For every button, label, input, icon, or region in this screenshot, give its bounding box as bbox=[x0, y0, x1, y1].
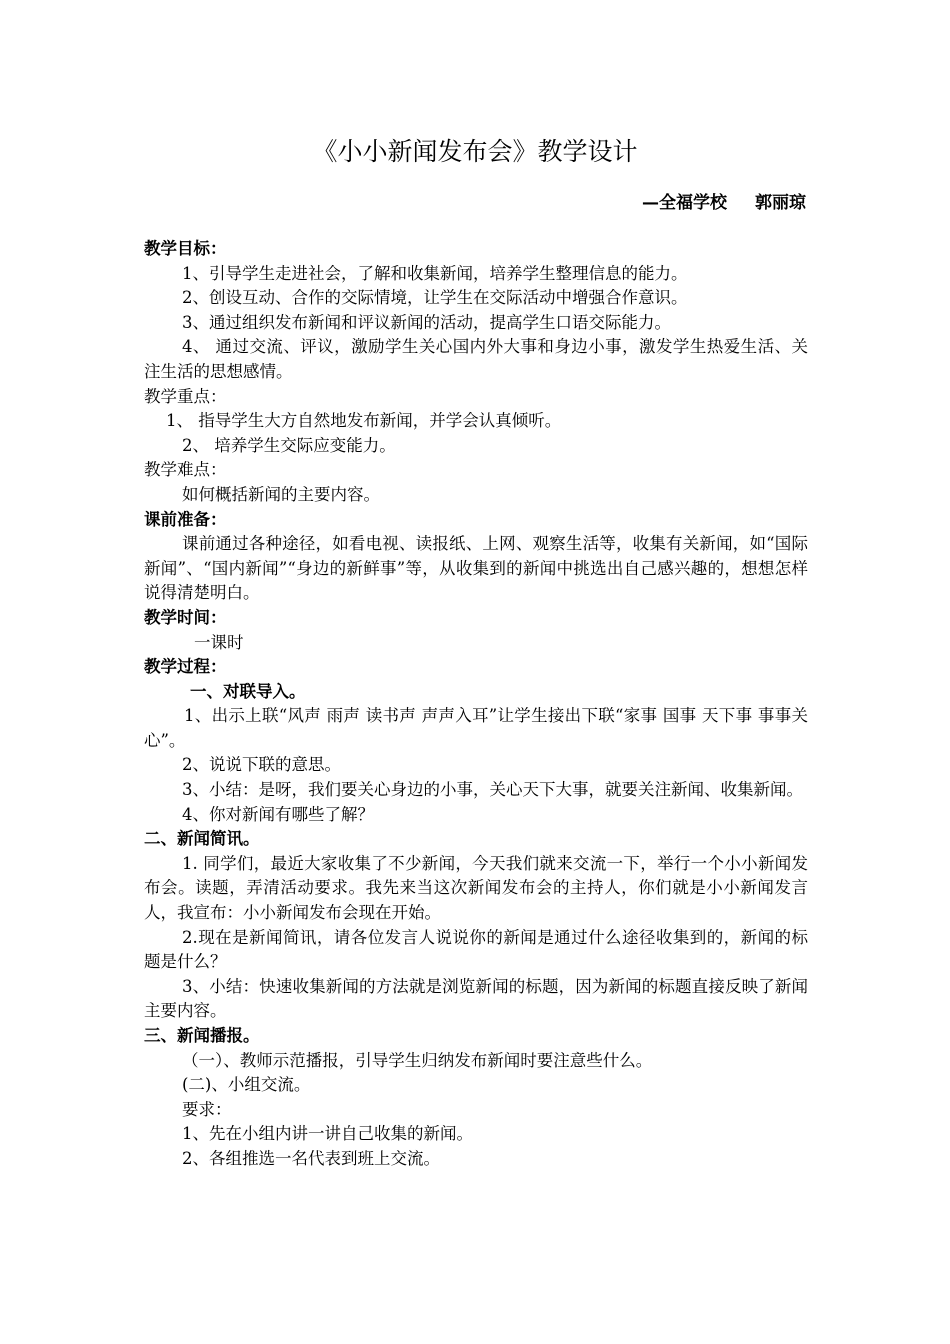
part1-item: 3、小结：是呀，我们要关心身边的小事，关心天下大事，就要关注新闻、收集新闻。 bbox=[182, 780, 803, 800]
process-heading: 教学过程： bbox=[144, 657, 227, 677]
difficulty-text: 如何概括新闻的主要内容。 bbox=[182, 484, 380, 504]
author-name: 郭丽琼 bbox=[755, 193, 806, 213]
goal-item: 2、创设互动、合作的交际情境，让学生在交际活动中增强合作意识。 bbox=[182, 288, 688, 308]
part1-heading: 一、对联导入。 bbox=[190, 681, 306, 701]
part1-item: 4、你对新闻有哪些了解？ bbox=[182, 804, 374, 824]
focus-item: 1、 指导学生大方自然地发布新闻，并学会认真倾听。 bbox=[166, 411, 562, 431]
part2-item: 1. 同学们，最近大家收集了不少新闻，今天我们就来交流一下，举行一个小小新闻发布会。读题，弄清活动要求。我先来当这次新闻发布会的主持人，你们就是小小新闻发言人，我宣布：小小新闻发布会现在开始。 bbox=[144, 853, 808, 923]
part3-item: 1、先在小组内讲一讲自己收集的新闻。 bbox=[182, 1124, 473, 1144]
part2-heading: 二、新闻简讯。 bbox=[144, 829, 260, 849]
part1-item: 2、说说下联的意思。 bbox=[182, 755, 341, 775]
part3-item: 要求： bbox=[182, 1099, 232, 1119]
author-line bbox=[642, 188, 806, 213]
focus-heading: 教学重点： bbox=[144, 386, 227, 406]
time-heading: 教学时间： bbox=[144, 607, 227, 627]
goal-item: 4、 通过交流、评议，激励学生关心国内外大事和身边小事，激发学生热爱生活、关注生活的思想感情。 bbox=[144, 337, 808, 381]
part1-item: 1、出示上联“风声 雨声 读书声 声声入耳”让学生接出下联“家事 国事 天下事 事事关心”。 bbox=[144, 706, 808, 750]
document-body bbox=[144, 237, 808, 1172]
prep-text: 课前通过各种途径，如看电视、读报纸、上网、观察生活等，收集有关新闻，如“国际新闻”、“国内新闻”“身边的新鲜事”等，从收集到的新闻中挑选出自己感兴趣的，想想怎样说得清楚明白。 bbox=[144, 534, 808, 603]
document-title: 《小小新闻发布会》教学设计 bbox=[312, 137, 638, 166]
author-school: —全福学校 bbox=[642, 193, 727, 213]
part3-item: (二)、小组交流。 bbox=[182, 1075, 311, 1095]
part3-heading: 三、新闻播报。 bbox=[144, 1026, 260, 1045]
part3-item: 2、各组推选一名代表到班上交流。 bbox=[182, 1148, 440, 1168]
focus-item: 2、 培养学生交际应变能力。 bbox=[182, 435, 396, 455]
goals-heading: 教学目标： bbox=[144, 239, 227, 258]
part2-item: 3、小结：快速收集新闻的方法就是浏览新闻的标题，因为新闻的标题直接反映了新闻主要内容。 bbox=[144, 976, 808, 1021]
difficulty-heading: 教学难点： bbox=[144, 460, 227, 480]
goal-item: 1、引导学生走进社会，了解和收集新闻，培养学生整理信息的能力。 bbox=[182, 263, 688, 283]
part2-item: 2.现在是新闻简讯，请各位发言人说说你的新闻是通过什么途径收集到的，新闻的标题是什么？ bbox=[144, 927, 808, 972]
goal-item: 3、通过组织发布新闻和评议新闻的活动，提高学生口语交际能力。 bbox=[182, 312, 671, 332]
part3-item: （一）、教师示范播报，引导学生归纳发布新闻时要注意些什么。 bbox=[182, 1050, 653, 1070]
prep-heading: 课前准备： bbox=[144, 509, 227, 529]
time-text: 一课时 bbox=[194, 632, 244, 652]
